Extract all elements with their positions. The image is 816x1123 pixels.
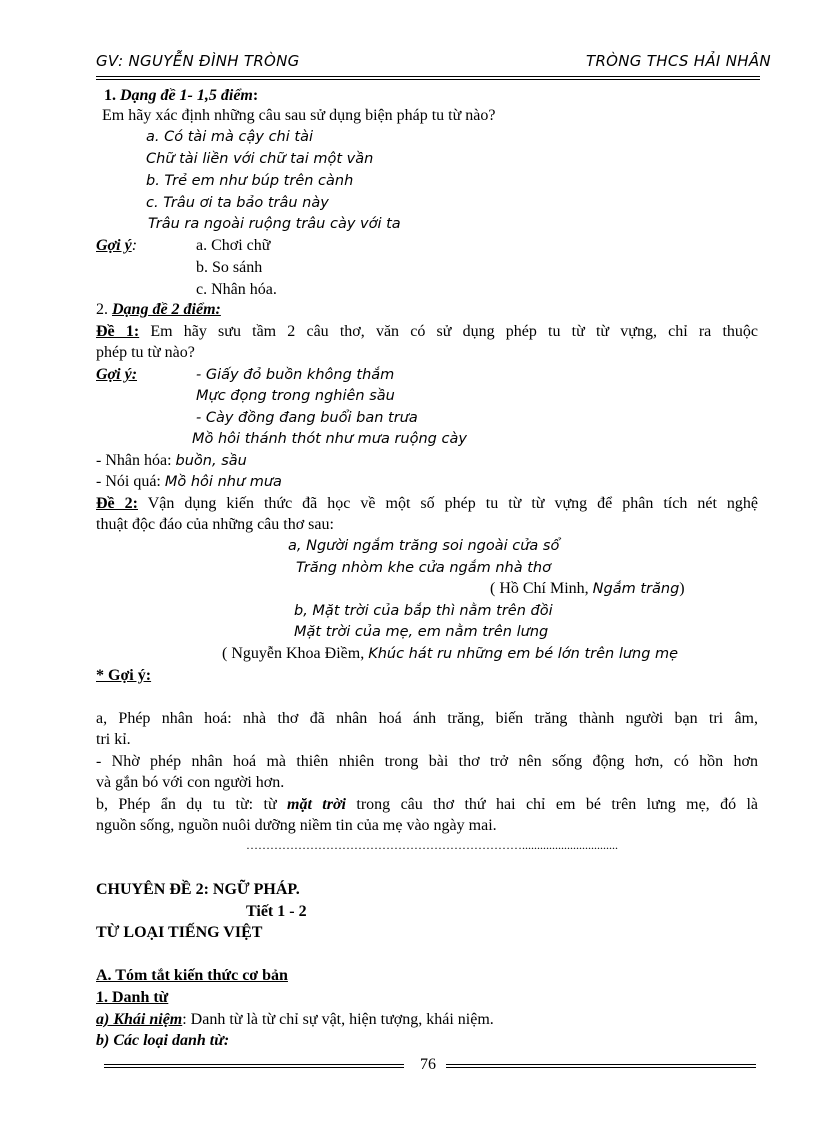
verse-line: b, Mặt trời của bắp thì nằm trên đồi: [294, 603, 553, 619]
poem-line: a. Có tài mà cậy chi tài: [146, 129, 313, 145]
header-teacher: GV: NGUYỄN ĐÌNH TRÒNG: [96, 52, 300, 70]
paragraph-line: [96, 795, 758, 815]
section1-number: 1.: [104, 87, 120, 104]
types-label: b) Các loại danh từ:: [96, 1032, 230, 1049]
lesson-title: Tiết 1 - 2: [246, 903, 307, 920]
page-number: 76: [420, 1056, 436, 1073]
definition-label: a) Khái niệm: [96, 1011, 183, 1028]
answer-line: c. Nhân hóa.: [196, 281, 277, 298]
de1-line2: phép tu từ nào?: [96, 344, 195, 361]
section1-question: Em hãy xác định những câu sau sử dụng biện pháp tu từ nào?: [102, 107, 496, 124]
hint-colon: :: [131, 237, 138, 254]
poem-line: - Giấy đỏ buồn không thắm: [196, 367, 395, 383]
section2-hint-label: Gợi ý:: [96, 366, 138, 383]
section1-heading: Dạng đề 1- 1,5 điểm: [120, 87, 253, 104]
noi-qua-label: - Nói quá:: [96, 473, 165, 490]
part-a-title: A. Tóm tắt kiến thức cơ bản: [96, 967, 288, 984]
nhan-hoa-label: - Nhân hóa:: [96, 452, 176, 469]
poem-line: c. Trâu ơi ta bảo trâu này: [146, 195, 329, 211]
p3-text-c: trong câu thơ thứ hai chỉ em bé trên lưng mẹ, đó là: [346, 796, 759, 813]
paragraph-line: tri kỉ.: [96, 731, 131, 748]
definition-line: [96, 1010, 494, 1030]
section1-colon: :: [252, 87, 259, 104]
poem-line: Mực đọng trong nghiên sầu: [196, 388, 395, 404]
paragraph-line: a, Phép nhân hoá: nhà thơ đã nhân hoá ánh trăng, biến trăng thành người bạn tri âm,: [96, 710, 758, 727]
poem-line: - Cày đồng đang buổi ban trưa: [196, 410, 418, 426]
verse-line: Trăng nhòm khe cửa ngắm nhà thơ: [296, 560, 551, 576]
citation-1-author: ( Hồ Chí Minh,: [490, 580, 593, 597]
header-rule: [96, 76, 760, 77]
answer-line: b. So sánh: [196, 259, 263, 276]
answer-line: a. Chơi chữ: [196, 237, 271, 254]
verse-line: Mặt trời của mẹ, em nằm trên lưng: [294, 624, 549, 640]
citation-2-title: Khúc hát ru những em bé lớn trên lưng mẹ: [368, 646, 679, 662]
section1-hint-label: [96, 236, 137, 256]
header-rule-thin: [96, 79, 760, 80]
definition-text: : Danh từ là từ chỉ sự vật, hiện tượng, khái niệm.: [182, 1011, 494, 1028]
subsection-title: 1. Danh từ: [96, 989, 169, 1006]
de1-label: Đề 1:: [96, 323, 140, 340]
citation-1-title: Ngắm trăng: [592, 581, 680, 597]
hint-label: Gợi ý: [96, 237, 132, 254]
poem-line: Mồ hôi thánh thót như mưa ruộng cày: [192, 431, 467, 447]
de2-line2: thuật độc đáo của những câu thơ sau:: [96, 516, 334, 533]
citation-2: [222, 644, 678, 664]
de2-text: Vận dụng kiến thức đã học về một số phép tu từ từ vựng để phân tích nét nghệ: [147, 495, 758, 512]
section1-title: [104, 86, 258, 106]
dotted-separator: ……………………………………………………………................................: [246, 838, 618, 852]
citation-1-close: ): [679, 580, 685, 597]
de1-line1: [96, 322, 758, 342]
paragraph-line: và gắn bó với con người hơn.: [96, 774, 285, 791]
footer-rule-right: [446, 1064, 756, 1068]
verse-line: a, Người ngắm trăng soi ngoài cửa sổ: [288, 538, 560, 554]
citation-1: [490, 579, 685, 599]
nhan-hoa-value: buồn, sầu: [175, 453, 247, 469]
section2-number: 2.: [96, 301, 112, 318]
page-footer: [96, 1052, 760, 1082]
topic-title: TỪ LOẠI TIẾNG VIỆT: [96, 924, 263, 941]
section2-heading: Dạng đề 2 điểm:: [112, 301, 221, 318]
poem-line: b. Trẻ em như búp trên cành: [146, 173, 354, 189]
noi-qua-line: [96, 472, 282, 492]
chapter-title: CHUYÊN ĐỀ 2: NGỮ PHÁP.: [96, 881, 300, 898]
p3-text-a: b, Phép ẩn dụ tu từ: từ: [96, 796, 288, 813]
p3-emphasis: mặt trời: [287, 796, 347, 813]
citation-2-author: ( Nguyễn Khoa Điềm,: [222, 645, 369, 662]
de1-text: Em hãy sưu tầm 2 câu thơ, văn có sử dụng phép tu từ từ vựng, chỉ ra thuộc: [150, 323, 759, 340]
de2-line1: [96, 494, 758, 514]
paragraph-line: nguồn sống, nguồn nuôi dưỡng niềm tin của mẹ vào ngày mai.: [96, 817, 497, 834]
hint2-label: * Gợi ý:: [96, 667, 152, 684]
poem-line: Trâu ra ngoài ruộng trâu cày với ta: [148, 216, 401, 232]
de2-label: Đề 2:: [96, 495, 138, 512]
nhan-hoa-line: [96, 451, 247, 471]
header-school: TRÒNG THCS HẢI NHÂN: [586, 52, 771, 70]
poem-line: Chữ tài liền với chữ tai một vần: [146, 151, 374, 167]
noi-qua-value: Mồ hôi như mưa: [164, 474, 282, 490]
paragraph-line: - Nhờ phép nhân hoá mà thiên nhiên trong bài thơ trở nên sống động hơn, có hồn hơn: [96, 753, 758, 770]
section2-title: [96, 300, 281, 320]
